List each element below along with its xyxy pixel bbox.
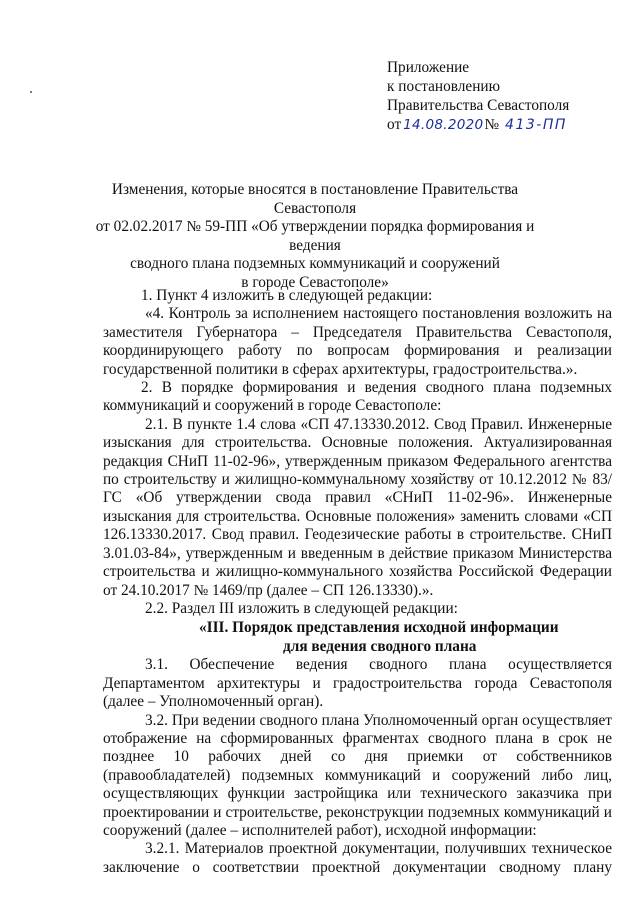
appendix-line-3: Правительства Севастополя	[387, 97, 570, 114]
paragraph-1: 1. Пункт 4 изложить в следующей редакции:	[141, 287, 433, 304]
appendix-line-1: Приложение	[387, 59, 470, 76]
title-line-3: сводного плана подземных коммуникаций и сооружений	[130, 255, 500, 273]
number-label: №	[484, 116, 500, 133]
paragraph-5: 2.2. Раздел III изложить в следующей редакции:	[145, 599, 458, 617]
paragraph-8: 3.2.1. Материалов проектной документации, получивших техническое заключение о соответствии проектной документации сводному плану	[103, 840, 612, 876]
handwritten-date: 14.08.2020	[403, 117, 484, 133]
title-line-1: Изменения, которые вносятся в постановление Правительства Севастополя	[111, 181, 519, 217]
appendix-line-2: к постановлению	[387, 78, 501, 95]
document-title	[95, 181, 535, 293]
section-heading-line-2: для ведения сводного плана	[283, 638, 477, 656]
title-line-4: в городе Севастополе»	[241, 273, 389, 291]
paragraph-3: 2. В порядке формирования и ведения сводного плана подземных коммуникаций и сооружений в городе Севастополе:	[103, 379, 612, 415]
title-line-2: от 02.02.2017 № 59-ПП «Об утверждении порядка формирования и ведения	[95, 218, 535, 254]
paragraph-6: 3.1. Обеспечение ведения сводного плана осуществляется Департаментом архитектуры и градостроительства города Севастополя (далее – Уполномоченный орган).	[103, 656, 612, 711]
paragraph-7: 3.2. При ведении сводного плана Уполномоченный орган осуществляет отображение на сформированных фрагментах сводного плана в срок не позднее 10 рабочих дней со дня приемки от собственников (правообладателей) подземных коммуникаций и сооружений либо лиц, осуществляющих функции застройщика или технического заказчика при проектировании и строительстве, реконструкции подземных коммуникаций и сооружений (далее – исполнителей работ), исходной информации:	[103, 711, 612, 839]
section-heading-line-1: «III. Порядок представления исходной информации	[199, 619, 559, 637]
from-label: от	[387, 116, 402, 133]
document-body	[103, 287, 612, 877]
appendix-date-number	[387, 115, 569, 135]
paragraph-4: 2.1. В пункте 1.4 слова «СП 47.13330.2012. Свод Правил. Инженерные изыскания для строительства. Основные положения. Актуализированная редакция СНиП 11-02-96», утвержденным приказом Федерального агентства по строительству и жилищно-коммунальному хозяйству от 10.12.2012 № 83/ГС «Об утверждении свода правил «СНиП 11-02-96». Инженерные изыскания для строительства. Основные положения» заменить словами «СП 126.13330.2017. Свод правил. Геодезические работы в строительстве. СНиП 3.01.03-84», утвержденным и введенным в действие приказом Министерства строительства и жилищно-коммунального хозяйства Российской Федерации от 24.10.2017 № 1469/пр (далее – СП 126.13330).».	[103, 415, 612, 599]
handwritten-number: 413-ПП	[505, 117, 567, 133]
paragraph-2: «4. Контроль за исполнением настоящего постановления возложить на заместителя Губернатора – Председателя Правительства Севастополя, координирующего работу по вопросам формирования и реализации государственной политики в сферах архитектуры, градостроительства.».	[103, 305, 612, 378]
appendix-header	[387, 58, 569, 135]
scan-speck	[30, 91, 32, 93]
